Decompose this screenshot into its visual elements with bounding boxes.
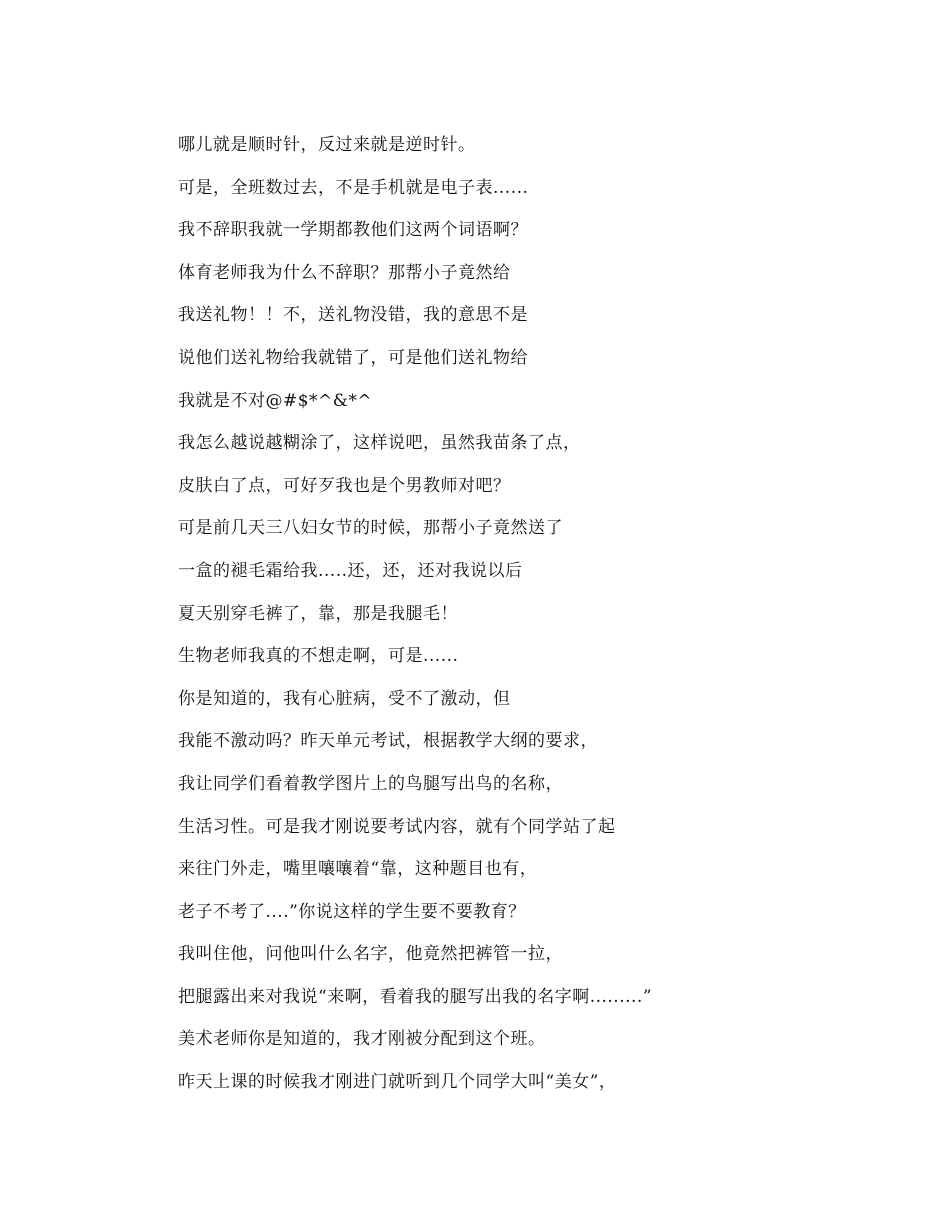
text-line: 你是知道的，我有心脏病，受不了激动，但 — [178, 688, 511, 709]
text-line: 一盒的褪毛霜给我.....还，还，还对我说以后 — [178, 560, 523, 581]
body-text — [178, 135, 898, 1115]
text-line: 体育老师我为什么不辞职？那帮小子竟然给 — [178, 262, 511, 283]
text-line: 我不辞职我就一学期都教他们这两个词语啊？ — [178, 220, 528, 241]
text-line: 哪儿就是顺时针，反过来就是逆时针。 — [178, 135, 476, 155]
text-line: 可是前几天三八妇女节的时候，那帮小子竟然送了 — [178, 518, 563, 539]
text-line: 来往门外走，嘴里嚷嚷着“靠，这种题目也有， — [178, 859, 538, 880]
text-line: 生物老师我真的不想走啊，可是...... — [178, 646, 459, 667]
text-line: 我让同学们看着教学图片上的鸟腿写出鸟的名称， — [178, 773, 563, 794]
text-line: 美术老师你是知道的，我才刚被分配到这个班。 — [178, 1029, 546, 1050]
text-line: 我送礼物！！不，送礼物没错，我的意思不是 — [178, 305, 528, 326]
text-line: 老子不考了....”你说这样的学生要不要教育？ — [178, 901, 526, 922]
text-line: 把腿露出来对我说“来啊，看着我的腿写出我的名字啊.........” — [178, 986, 653, 1007]
text-line: 我怎么越说越糊涂了，这样说吧，虽然我苗条了点， — [178, 433, 581, 454]
text-line: 夏天别穿毛裤了，靠，那是我腿毛！ — [178, 603, 458, 624]
text-line: 说他们送礼物给我就错了，可是他们送礼物给 — [178, 347, 528, 368]
text-line: 可是，全班数过去，不是手机就是电子表...... — [178, 177, 529, 198]
text-line: 我能不激动吗？昨天单元考试，根据教学大纲的要求， — [178, 731, 598, 752]
text-line: 我就是不对@#$*^&*^ — [178, 390, 373, 411]
text-line: 我叫住他，问他叫什么名字，他竟然把裤管一拉， — [178, 944, 563, 965]
text-line: 皮肤白了点，可好歹我也是个男教师对吧？ — [178, 475, 511, 496]
text-line: 生活习性。可是我才刚说要考试内容，就有个同学站了起 — [178, 816, 616, 837]
text-line: 昨天上课的时候我才刚进门就听到几个同学大叫“美女”， — [178, 1072, 617, 1093]
